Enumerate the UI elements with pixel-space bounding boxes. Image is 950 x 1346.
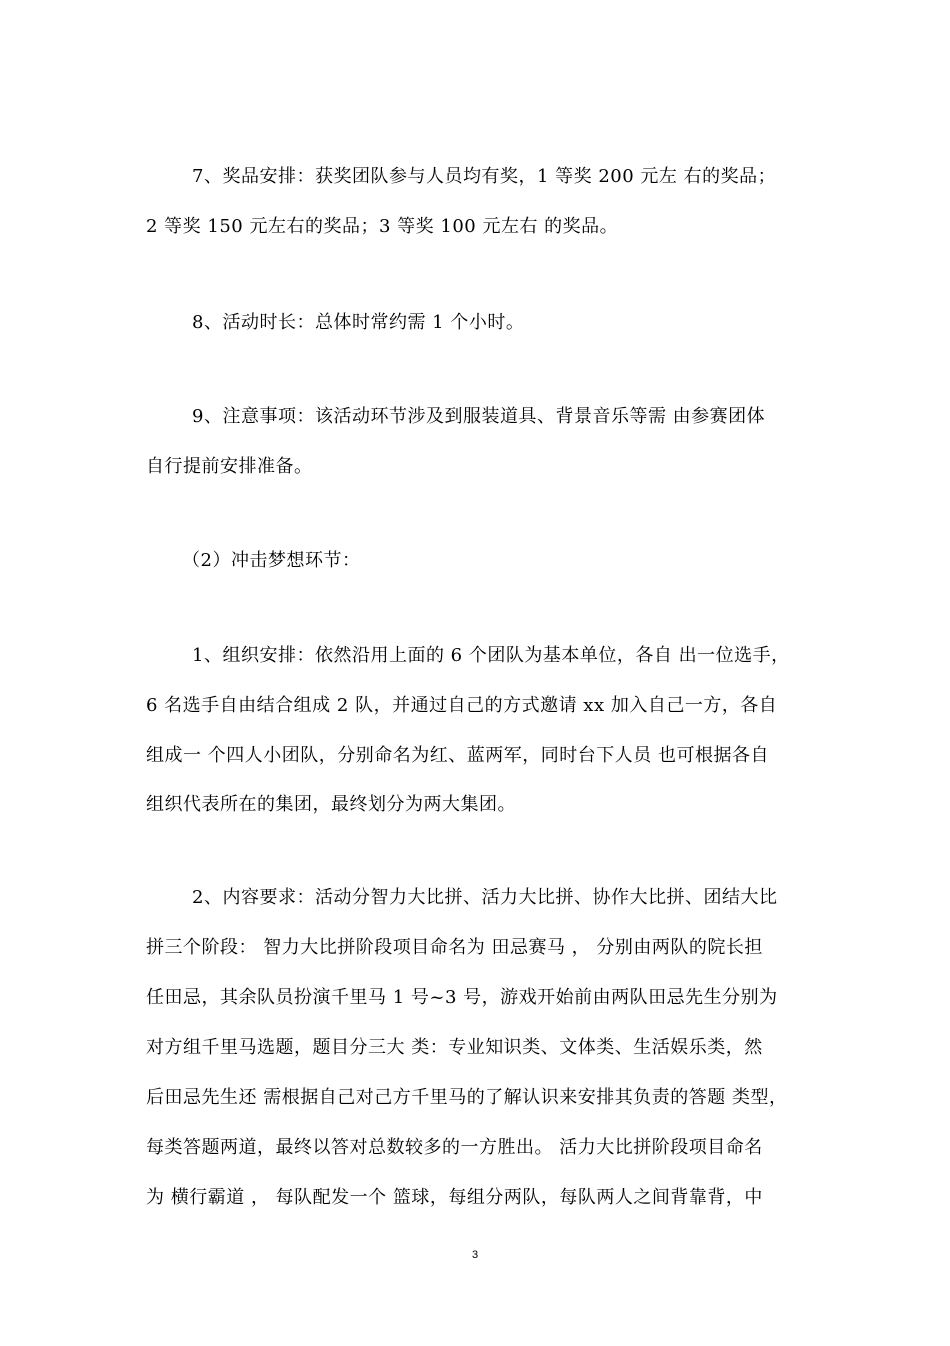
paragraph-content-line-7: 为 横行霸道 ， 每队配发一个 篮球，每组分两队，每队两人之间背靠背，中	[146, 1187, 763, 1208]
paragraph-content-line-4: 对方组千里马选题，题目分三大 类：专业知识类、文体类、生活娱乐类，然	[146, 1037, 763, 1058]
paragraph-notes-line-1: 9、注意事项：该活动环节涉及到服装道具、背景音乐等需 由参赛团体	[192, 406, 766, 427]
paragraph-notes-line-2: 自行提前安排准备。	[146, 456, 313, 477]
paragraph-prizes-line-2: 2 等奖 150 元左右的奖品；3 等奖 100 元左右 的奖品。	[146, 216, 619, 237]
paragraph-organization-line-3: 组成一 个四人小团队，分别命名为红、蓝两军，同时台下人员 也可根据各自	[146, 745, 769, 766]
paragraph-content-line-3: 任田忌，其余队员扮演千里马 1 号~3 号，游戏开始前由两队田忌先生分别为	[146, 987, 778, 1008]
paragraph-content-line-6: 每类答题两道，最终以答对总数较多的一方胜出。 活力大比拼阶段项目命名	[146, 1137, 763, 1158]
paragraph-duration: 8、活动时长：总体时常约需 1 个小时。	[192, 312, 525, 333]
paragraph-prizes-line-1: 7、奖品安排：获奖团队参与人员均有奖，1 等奖 200 元左 右的奖品；	[192, 166, 777, 187]
paragraph-content-line-2: 拼三个阶段： 智力大比拼阶段项目命名为 田忌赛马 ， 分别由两队的院长担	[146, 937, 763, 958]
paragraph-content-line-1: 2、内容要求：活动分智力大比拼、活力大比拼、协作大比拼、团结大比	[192, 887, 778, 908]
page-number: 3	[471, 1249, 479, 1261]
paragraph-content-line-5: 后田忌先生还 需根据自己对己方千里马的了解认识来安排其负责的答题 类型，	[146, 1087, 788, 1108]
paragraph-organization-line-4: 组织代表所在的集团，最终划分为两大集团。	[146, 794, 516, 815]
paragraph-organization-line-2: 6 名选手自由结合组成 2 队，并通过自己的方式邀请 xx 加入自己一方，各自	[146, 695, 778, 716]
section-heading: （2）冲击梦想环节：	[182, 550, 361, 571]
paragraph-organization-line-1: 1、组织安排：依然沿用上面的 6 个团队为基本单位，各自 出一位选手，	[192, 645, 790, 666]
